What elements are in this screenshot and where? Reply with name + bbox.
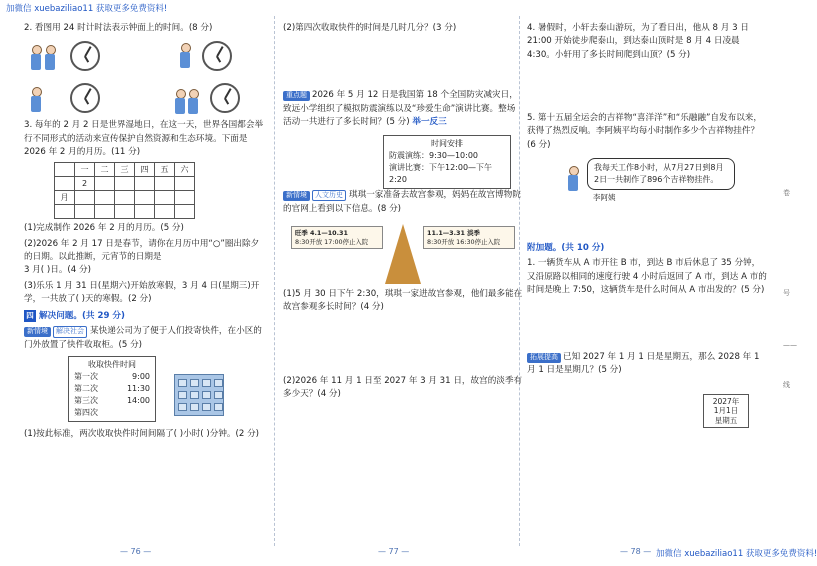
calendar-cell [75,191,95,205]
courier-time: 9:00 [132,372,150,382]
column-divider [274,16,275,546]
clock-illustrations [24,37,264,119]
clock-icon [210,83,240,113]
calendar-cell: 六 [175,163,195,177]
ticket-sub: 8:30开放 17:00停止入院 [295,237,369,246]
binding-mark: —— [783,341,797,349]
page-number: — 76 — [120,547,152,556]
courier-label: 第四次 [74,408,98,418]
section-title: 解决问题。(共 29 分) [39,311,125,322]
kid-icon [30,45,42,71]
answer-space [283,37,523,89]
worker-icon [567,166,579,192]
tag-badge: 解决社会 [53,326,87,337]
courier-schedule-title: 收取快件时间 [88,360,136,370]
bonus-heading: 附加题。(共 10 分) [527,242,605,253]
kid-icon [187,89,199,115]
binding-mark: 线 [783,381,790,389]
calendar-cell [75,205,95,219]
courier-label: 第一次 [74,372,98,382]
q1-text [24,325,264,352]
q3-1-text: (1)5 月 30 日下午 2:30，琪琪一家进故宫参观，他们最多能在故宫参观多长时间？(4 分) [283,288,523,313]
calendar-cell [95,177,115,191]
courier-row [74,395,150,407]
tag-badge: 拓展提高 [527,353,561,363]
calendar-cell: 四 [135,163,155,177]
q1-1-text: (1)按此标准，两次收取快件时间间隔了( )小时( )分钟。(2 分) [24,429,260,440]
clock-icon [202,41,232,71]
kid-icon [44,45,56,71]
locker-icon [174,374,224,416]
calendar-cell [155,177,175,191]
calendar-cell [175,191,195,205]
watermark-top: 加微信 xuebaziliao11 获取更多免费资料! [6,3,167,16]
calendar-cell: 月 [55,191,75,205]
q3-body: 琪琪一家准备去故宫参观，妈妈在故宫博物院的官网上看到以下信息。(8 分) [283,190,521,214]
calendar-cell [175,177,195,191]
section-number: 四 [24,310,36,322]
museum-info [283,218,523,288]
calendar-table [54,162,195,219]
answer-space [527,210,767,238]
courier-time: 14:00 [126,396,150,406]
q3-2b-text: 3 月( )日。(4 分) [24,265,91,276]
calendar-cell: 2 [75,177,95,191]
bonus-q2-body: 已知 2027 年 1 月 1 日是星期五，那么 2028 年 1 月 1 日是星期几？(5 分) [527,352,760,376]
calendar-cell [155,191,175,205]
calendar-cell [95,191,115,205]
calendar-cell: 二 [95,163,115,177]
page-number: — 78 — [620,547,652,556]
schedule-area [283,131,523,185]
schedule-line: 防震演练：9:30—10:00 [389,151,479,161]
bonus-q1-text: 1. 一辆货车从 A 市开往 B 市，到达 B 市后休息了 35 分钟，又沿原路以相同的速度行驶 4 小时后返回了 A 市，到达 A 市的时间是晚上 7:50，这辆货车是什么时间从 A 市出发的？(5 分) [527,258,767,295]
q5-text: 5. 第十五届全运会的吉祥物“喜洋洋”和“乐融融”自发布以来，获得了热烈反响。李阿姨平均每小时制作多少个吉祥物挂件？(6 分) [527,112,762,150]
column-3 [527,22,767,424]
tag-badge: 人文历史 [312,190,346,201]
answer-space [527,64,767,112]
q4-text: 4. 暑假时，小轩去泰山游玩，为了看日出，他从 8 月 3 日 21:00 开始徒步爬泰山，到达泰山顶时是 8 月 4 日凌晨 4:30。小轩用了多长时间爬到山顶？(5 分) [527,23,749,60]
courier-time: 11:30 [126,384,150,394]
calendar-card-date: 1月1日 [713,406,739,416]
calendar-card-weekday: 星期五 [714,415,738,425]
q3-3-text: (3)乐乐 1 月 31 日(星期六)开始放寒假，3 月 4 日(星期三)开学，一共放了( )天的寒假。(2 分) [24,280,260,304]
tag-badge: 新情境 [24,327,51,337]
courier-schedule-box [68,356,156,422]
ticket-offpeak [423,226,515,249]
tag-badge: 重点题 [283,91,310,101]
calendar-card-area [527,380,767,424]
calendar-cell [135,191,155,205]
calendar-cell [55,163,75,177]
calendar-cell [135,205,155,219]
speech-bubble: 我每天工作8小时，从7月27日到8月2日一共制作了896个吉祥物挂件。 [587,158,735,190]
answer-space [527,299,767,351]
calendar-card-year: 2027年 [712,396,740,406]
calendar-cell [55,177,75,191]
tower-icon [385,224,421,284]
courier-label: 第三次 [74,396,98,406]
q3-1-text: (1)完成制作 2026 年 2 月的月历。(5 分) [24,223,184,234]
tag-badge: 新情境 [283,191,310,201]
section-heading [24,310,264,323]
ticket-title: 旺季 4.1—10.31 [295,228,348,237]
courier-row [74,383,150,395]
q2-body: 2026 年 5 月 12 日是我国第 18 个全国防灾减灾日，致远小学组织了模拟防震演练以及“珍爱生命”演讲比赛。整场活动一共进行了多长时间？(5 分) [283,90,518,127]
calendar-cell [95,205,115,219]
clock-icon [70,41,100,71]
column-1 [24,22,264,443]
calendar-card [703,394,749,428]
schedule-line: 演讲比赛：下午12:00—下午2:20 [389,163,493,185]
calendar-cell: 五 [155,163,175,177]
binding-mark: 卷 [783,189,790,197]
speaker-name: 李阿姨 [593,192,616,202]
calendar-cell [135,177,155,191]
bonus-q2-text [527,351,767,378]
courier-area [24,354,264,428]
courier-row [74,407,150,419]
kid-icon [30,87,42,113]
calendar-cell: 一 [75,163,95,177]
calendar-cell [175,205,195,219]
q1-2-text: (2)第四次收取快件的时间是几时几分？(3 分) [283,23,457,33]
watermark-bottom: 加微信 xuebaziliao11 获取更多免费资料! [656,548,817,561]
column-2 [283,22,523,403]
q3-text [283,189,523,216]
q2-text [283,89,523,129]
calendar-cell [55,205,75,219]
ticket-peak [291,226,383,249]
calendar-cell: 三 [115,163,135,177]
ticket-title: 11.1—3.31 淡季 [427,228,480,237]
tag-link: 举一反三 [412,116,447,127]
q3-2-text: (2)2026 年 2 月 17 日是春节，请你在月历中用“○”圈出除夕的日期。以此推断，元宵节的日期是 [24,238,260,262]
calendar-cell [115,191,135,205]
calendar-cell [115,205,135,219]
courier-row [74,371,150,383]
kid-icon [179,43,191,69]
clock-icon [70,83,100,113]
answer-space [283,317,523,375]
q3-2-text: (2)2026 年 11 月 1 日至 2027 年 3 月 31 日，故宫的淡季有多少天？(4 分) [283,375,523,399]
table-row [55,205,195,219]
schedule-box [383,135,511,189]
table-row [55,191,195,205]
calendar-cell [115,177,135,191]
q2-text: 2. 看图用 24 时计时法表示钟面上的时间。(8 分) [24,23,213,33]
speech-area [527,154,767,210]
page-number: — 77 — [378,547,410,556]
table-row [55,177,195,191]
ticket-sub: 8:30开放 16:30停止入院 [427,237,501,246]
q3-text: 3. 每年的 2 月 2 日是世界湿地日，在这一天，世界各国都会举行不同形式的活动来宣传保护自然资源和生态环境。下面是 2026 年 2 月的月历。(11 分) [24,120,264,157]
table-row [55,163,195,177]
q1-body: 某快递公司为了便于人们投寄快件，在小区的门外放置了快件收取柜。(5 分) [24,326,262,350]
binding-mark: 号 [783,289,790,297]
courier-label: 第二次 [74,384,98,394]
kid-icon [174,89,186,115]
schedule-title: 时间安排 [431,139,463,149]
calendar-cell [155,205,175,219]
